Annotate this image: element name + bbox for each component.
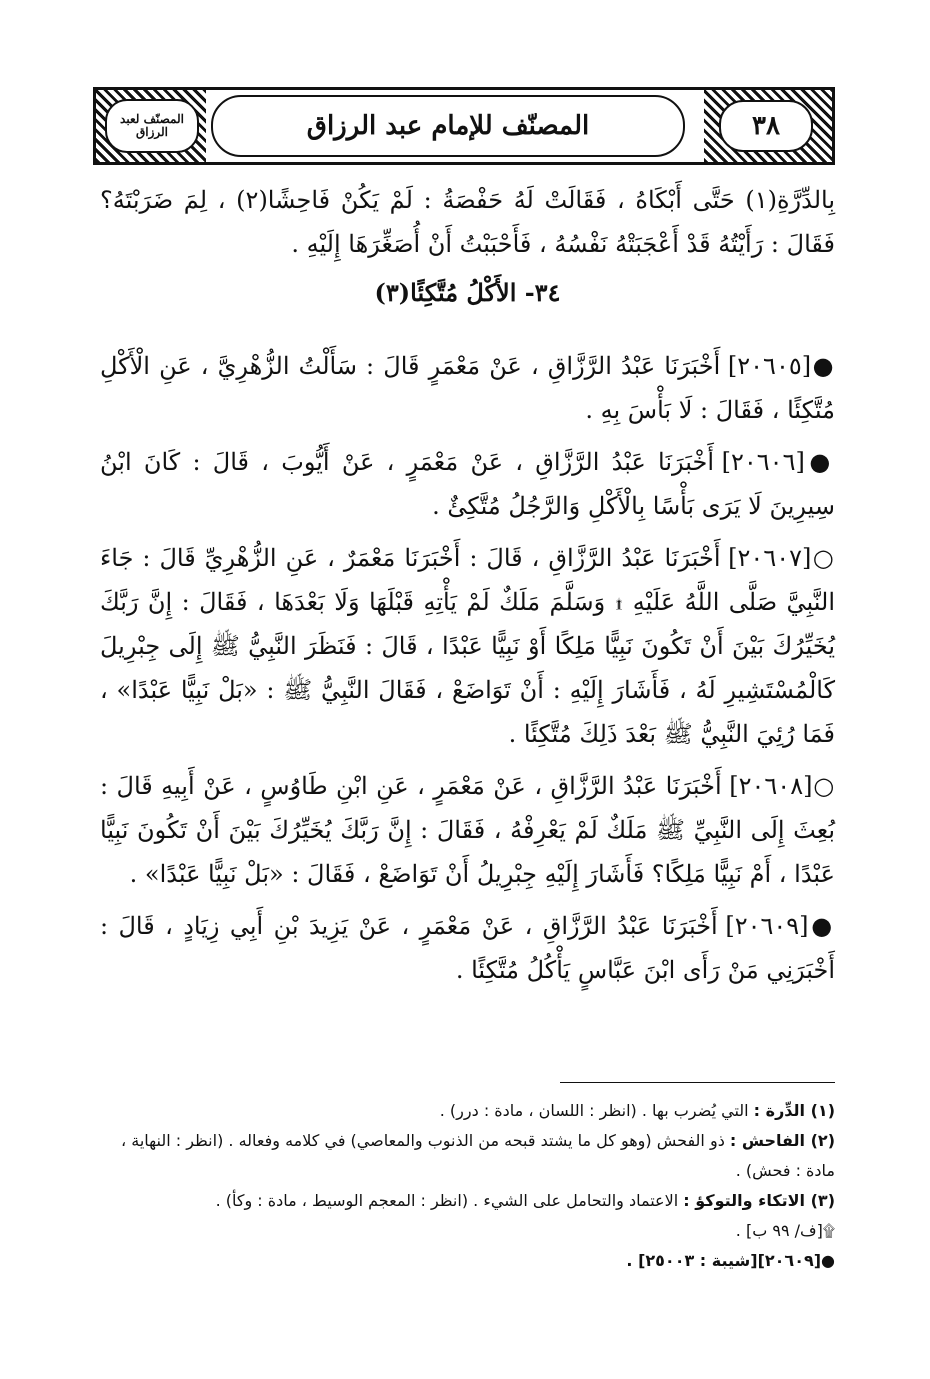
intro-text — [100, 178, 835, 274]
hadith-20606: ●[٢٠٦٠٦] أَخْبَرَنَا عَبْدُ الرَّزَّاقِ ، عَنْ مَعْمَرٍ ، عَنْ أَيُّوبَ ، قَالَ : كَانَ ابْنُ سِيرِينَ لَا يَرَى بَأْسًا بِالْأَكْلِ وَالرَّجُلُ مُتَّكِئٌ . — [100, 448, 835, 520]
running-title: المصنّف للإمام عبد الرزاق — [211, 95, 685, 157]
page-header — [93, 87, 835, 165]
footnote-divider — [560, 1082, 835, 1083]
intro-paragraph: بِالدِّرَّةِ(١) حَتَّى أَبْكَاهُ ، فَقَالَتْ لَهُ حَفْصَةُ : لَمْ يَكُنْ فَاحِشًا(٢) ، لِمَ ضَرَبْتَهُ؟ فَقَالَ : رَأَيْتُهُ قَدْ أَعْجَبَتْهُ نَفْسُهُ ، فَأَحْبَبْتُ أَنْ أُصَغِّرَهَا إِلَيْهِ . — [100, 186, 836, 258]
footnote-2: (٢) الفاحش : ذو الفحش (وهو كل ما يشتد قبحه من الذنوب والمعاصي) في كلامه وفعاله . (انظر : النهاية ، مادة : فحش) . — [120, 1131, 835, 1180]
hadith-20609: ●[٢٠٦٠٩] أَخْبَرَنَا عَبْدُ الرَّزَّاقِ ، عَنْ مَعْمَرٍ ، عَنْ يَزِيدَ بْنِ أَبِي زِيَادٍ ، قَالَ : أَخْبَرَنِي مَنْ رَأَى ابْنَ عَبَّاسٍ يَأْكُلُ مُتَّكِئًا . — [100, 912, 835, 984]
chapter-heading: ٣٤- الأَكْلُ مُتَّكِئًا(٣) — [374, 278, 561, 307]
manuscript-note: ۩[ف/ ٩٩ ب] . — [735, 1221, 835, 1240]
hadith-20608: ○[٢٠٦٠٨] أَخْبَرَنَا عَبْدُ الرَّزَّاقِ ، عَنْ مَعْمَرٍ ، عَنِ ابْنِ طَاوُسٍ ، عَنْ أَبِيهِ قَالَ : بُعِثَ إِلَى النَّبِيِّ ﷺ مَلَكٌ لَمْ يَعْرِفْهُ ، فَقَالَ : إِنَّ رَبَّكَ يُخَيِّرُكَ بَيْنَ أَنْ تَكُونَ نَبِيًّا عَبْدًا ، أَمْ نَبِيًّا مَلِكًا؟ فَأَشَارَ إِلَيْهِ جِبْرِيلُ أَنْ تَوَاضَعْ ، فَقَالَ : «بَلْ نَبِيًّا عَبْدًا» . — [100, 772, 836, 888]
book-logo: المصنّف لعبد الرزاق — [105, 99, 199, 153]
page-number: ٣٨ — [719, 100, 813, 152]
hadith-list — [100, 344, 835, 1000]
footnotes — [100, 1096, 835, 1276]
footnote-1: (١) الدِّرة : التي يُضرب بها . (انظر : اللسان ، مادة : درر) . — [439, 1101, 835, 1120]
hadith-20607: ○[٢٠٦٠٧] أَخْبَرَنَا عَبْدُ الرَّزَّاقِ ، قَالَ : أَخْبَرَنَا مَعْمَرٌ ، عَنِ الزُّهْرِيِّ قَالَ : جَاءَ النَّبِيَّ صَلَّى اللَّهُ عَلَيْهِ ۩ وَسَلَّمَ مَلَكٌ لَمْ يَأْتِهِ قَبْلَهَا وَلَا بَعْدَهَا ، فَقَالَ : إِنَّ رَبَّكَ يُخَيِّرُكَ بَيْنَ أَنْ تَكُونَ نَبِيًّا مَلِكًا أَوْ نَبِيًّا عَبْدًا ، قَالَ : فَنَظَرَ النَّبِيُّ ﷺ إِلَى جِبْرِيلَ كَالْمُسْتَشِيرِ لَهُ ، فَأَشَارَ إِلَيْهِ : أَنْ تَوَاضَعْ ، فَقَالَ النَّبِيُّ ﷺ : «بَلْ نَبِيًّا عَبْدًا» ، فَمَا رُئِيَ النَّبِيُّ ﷺ بَعْدَ ذَلِكَ مُتَّكِئًا . — [100, 544, 835, 748]
source-note: ●[٢٠٦٠٩][شيبة : ٢٥٠٠٣] . — [626, 1251, 835, 1270]
footnote-3: (٣) الاتكاء والتوكؤ : الاعتماد والتحامل على الشيء . (انظر : المعجم الوسيط ، مادة : وكأ) . — [215, 1191, 835, 1210]
hadith-20605: ●[٢٠٦٠٥] أَخْبَرَنَا عَبْدُ الرَّزَّاقِ ، عَنْ مَعْمَرٍ قَالَ : سَأَلْتُ الزُّهْرِيَّ ، عَنِ الْأَكْلِ مُتَّكِئًا ، فَقَالَ : لَا بَأْسَ بِهِ . — [100, 352, 835, 424]
